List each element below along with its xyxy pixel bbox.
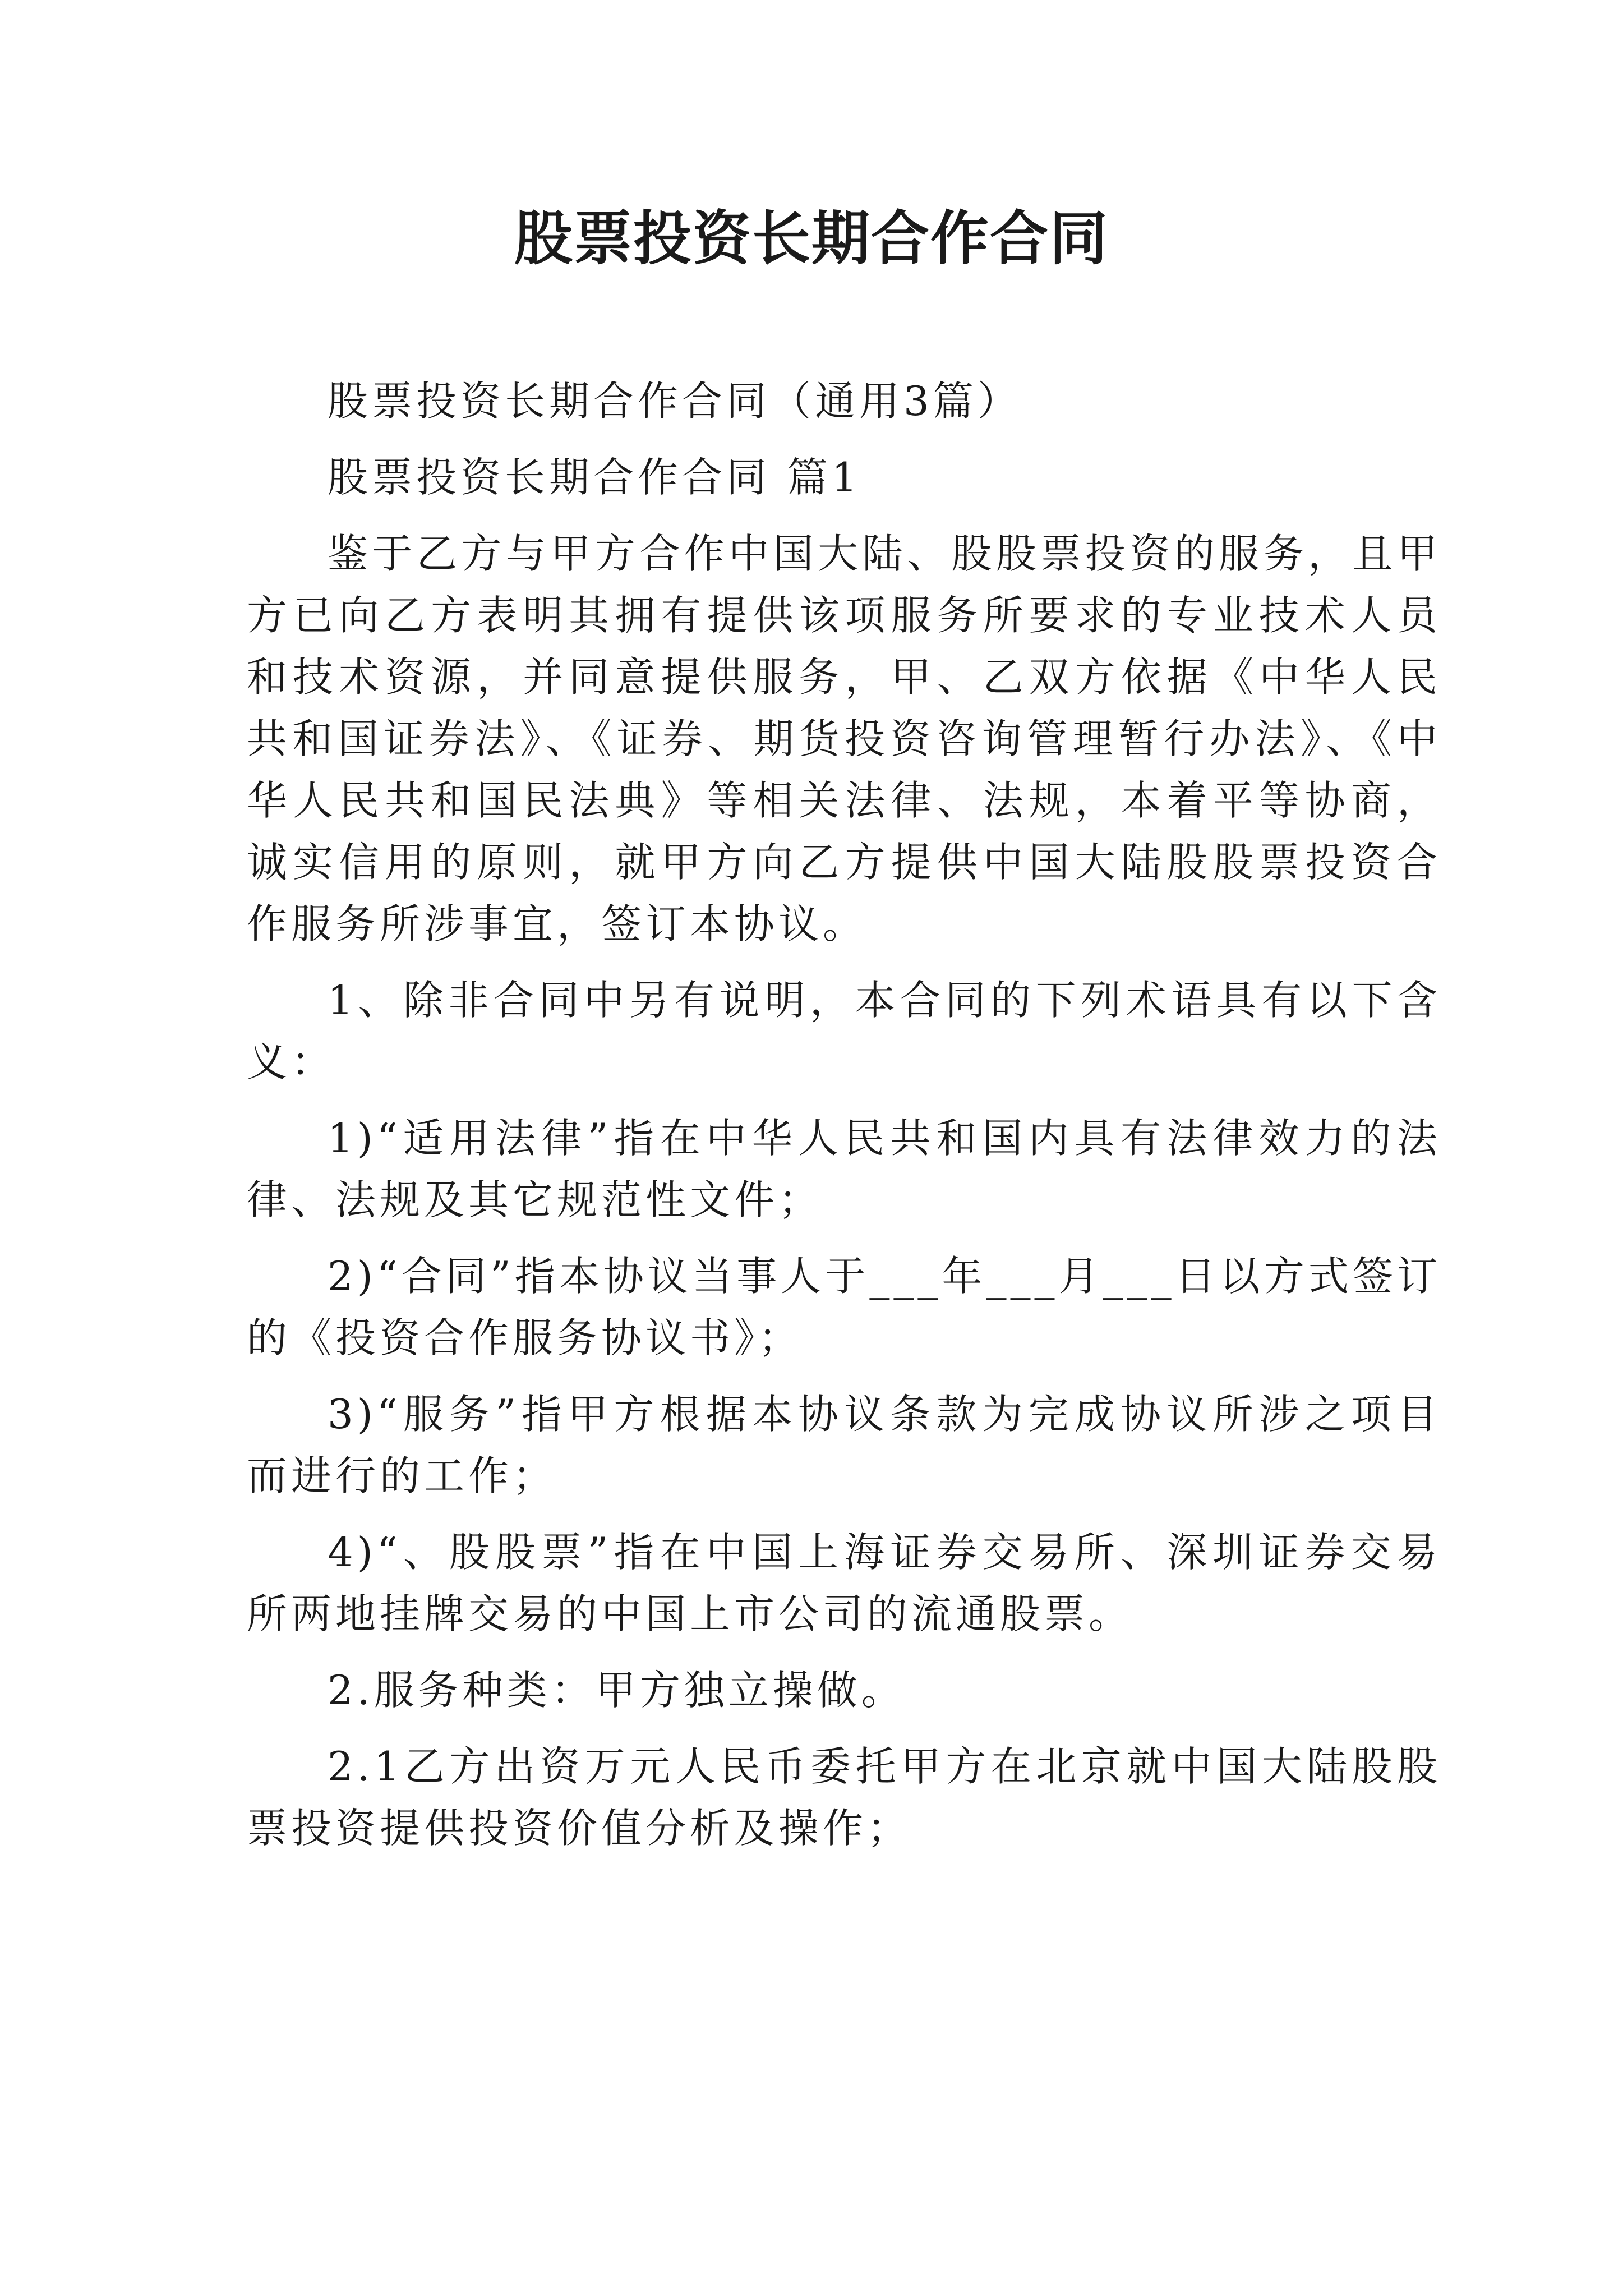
paragraph-definition-2: 2)“合同”指本协议当事人于___年___月___日以方式签订的《投资合作服务协议书》； (247, 1253, 1441, 1361)
paragraph-clause-2-1: 2.1乙方出资万元人民币委托甲方在北京就中国大陆股股票投资提供投资价值分析及操作； (247, 1743, 1441, 1852)
document-body (247, 370, 1441, 1874)
paragraph-preamble: 鉴于乙方与甲方合作中国大陆、股股票投资的服务，且甲方已向乙方表明其拥有提供该项服务所要求的专业技术人员和技术资源，并同意提供服务，甲、乙双方依据《中华人民共和国证券法》、《证券、期货投资咨询管理暂行办法》、《中华人民共和国民法典》等相关法律、法规，本着平等协商，诚实信用的原则，就甲方向乙方提供中国大陆股股票投资合作服务所涉事宜，签订本协议。 (247, 530, 1441, 947)
paragraph-definition-4: 4)“、股股票”指在中国上海证券交易所、深圳证券交易所两地挂牌交易的中国上市公司的流通股票。 (247, 1529, 1441, 1637)
paragraph-subtitle: 股票投资长期合作合同（通用3篇） (328, 378, 1022, 425)
paragraph-clause-2: 2.服务种类：甲方独立操做。 (328, 1667, 906, 1714)
paragraph-definition-1: 1)“适用法律”指在中华人民共和国内具有法律效力的法律、法规及其它规范性文件； (247, 1115, 1441, 1223)
paragraph-section-heading: 股票投资长期合作合同 篇1 (328, 454, 861, 501)
document-title: 股票投资长期合作合同 (514, 204, 1109, 273)
paragraph-definition-3: 3)“服务”指甲方根据本协议条款为完成协议所涉之项目而进行的工作； (247, 1391, 1441, 1499)
paragraph-clause-1: 1、除非合同中另有说明，本合同的下列术语具有以下含义： (247, 977, 1441, 1085)
